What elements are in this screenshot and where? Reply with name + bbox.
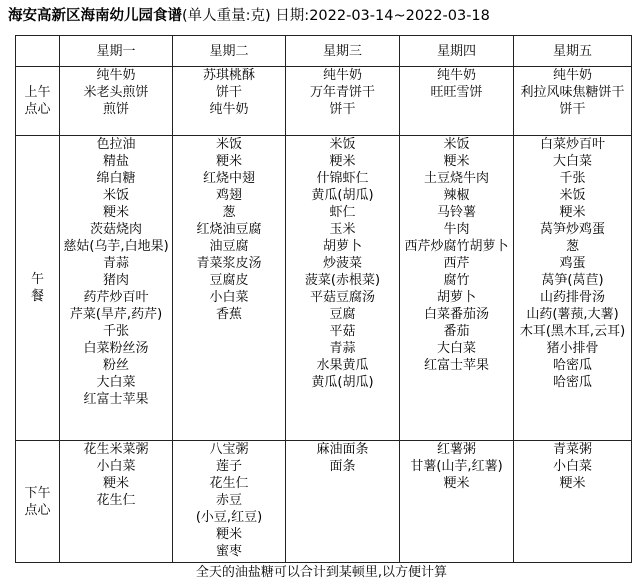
menu-item: 大白菜 [436,341,476,356]
row-label-line: 点心 [24,502,51,518]
menu-item: 粳米 [443,476,470,491]
header-row [16,36,632,67]
row-label-line: 午 [30,272,44,287]
menu-item: 八宝粥 [209,442,249,457]
day-header: 星期三 [286,36,400,67]
menu-item: 千张 [102,324,129,339]
menu-item: 小白菜 [552,459,592,474]
menu-cell [514,441,632,563]
menu-item: 小白菜 [96,459,136,474]
menu-item: 木耳(黑木耳,云耳) [519,324,626,339]
menu-item: 纯牛奶 [96,68,136,83]
day-header: 星期四 [400,36,514,67]
menu-item: 米饭 [559,188,586,203]
row-label-line: 点心 [24,102,51,117]
menu-item: 粳米 [559,205,586,220]
menu-item: 芹菜(旱芹,药芹) [69,307,163,322]
menu-item: 红富士苹果 [83,392,149,407]
menu-item: 西芹炒腐竹胡萝卜 [404,239,509,254]
menu-item: 粳米 [329,154,356,169]
menu-item: 煎饼 [102,102,129,117]
menu-cell [60,67,173,136]
menu-item: 粳米 [102,476,129,491]
menu-item: 豆腐皮 [209,273,249,288]
menu-item: 青蒜 [102,256,129,271]
menu-cell [173,136,286,441]
menu-item: 水果黄瓜 [316,358,369,373]
menu-item: 玉米 [329,222,356,237]
menu-item: 红烧油豆腐 [196,222,262,237]
row-label [16,67,60,136]
menu-item: 胡萝卜 [436,290,476,305]
menu-item: 红富士苹果 [423,358,489,373]
menu-cell [286,136,400,441]
menu-item: 莴笋炒鸡蛋 [539,222,605,237]
menu-item: 面条 [329,459,356,474]
menu-item: 饼干 [215,85,242,100]
menu-item: 千张 [559,171,586,186]
menu-item: 绵白糖 [96,171,136,186]
menu-item: 精盐 [102,154,129,169]
menu-cell [286,441,400,563]
menu-item: 药芹炒百叶 [83,290,149,305]
menu-item: 色拉油 [96,137,136,152]
menu-item: 油豆腐 [209,239,249,254]
menu-item: 白菜番茄汤 [423,307,489,322]
menu-item: 虾仁 [329,205,356,220]
row-label-line: 上午 [24,85,51,100]
menu-item: 米饭 [443,137,470,152]
menu-item: 黄瓜(胡瓜) [311,188,374,203]
menu-item: 哈密瓜 [552,375,592,390]
menu-item: 米饭 [329,137,356,152]
day-header: 星期五 [514,36,632,67]
menu-cell [173,441,286,563]
menu-item: 猪小排骨 [546,341,599,356]
menu-item: 土豆烧牛肉 [423,171,489,186]
row-label-line: 下午 [24,485,51,501]
menu-cell [400,441,514,563]
menu-item: 粳米 [443,154,470,169]
menu-item: 葱 [565,239,579,254]
menu-item: 红薯粥 [436,442,476,457]
menu-item: 牛肉 [443,222,470,237]
menu-item: 饼干 [329,102,356,117]
menu-item: 平菇 [329,324,356,339]
row-lunch [16,136,632,441]
menu-item: 胡萝卜 [322,239,362,254]
menu-item: 米饭 [102,188,129,203]
menu-item: 苏琪桃酥 [202,68,255,83]
menu-item: 白菜粉丝汤 [83,341,149,356]
menu-cell [514,136,632,441]
menu-item: 粉丝 [102,358,129,373]
menu-item: 黄瓜(胡瓜) [311,375,374,390]
menu-item: 山药排骨汤 [539,290,605,305]
menu-item: 甘薯(山芋,红薯) [410,459,503,474]
menu-item: 葱 [222,205,236,220]
menu-item: 利拉风味焦糖饼干 [520,85,625,100]
menu-item: 粳米 [215,154,242,169]
menu-cell [400,67,514,136]
menu-item: 香蕉 [215,307,242,322]
menu-item: 大白菜 [552,154,592,169]
menu-item: 白菜炒百叶 [539,137,605,152]
page-title [8,4,490,25]
menu-item: 猪肉 [102,273,129,288]
menu-item: 青菜粥 [552,442,592,457]
menu-item: 花生米菜粥 [83,442,149,457]
row-label-line: 餐 [30,289,44,304]
menu-item: 茨菇烧肉 [89,222,142,237]
row-afternoon-snack [16,441,632,563]
menu-item: 慈姑(乌芋,白地果) [63,239,169,254]
row-morning-snack [16,67,632,136]
menu-item: 纯牛奶 [209,102,249,117]
menu-cell [173,67,286,136]
menu-cell [400,136,514,441]
menu-table [15,35,632,563]
menu-cell [286,67,400,136]
menu-item: 马铃薯 [436,205,476,220]
menu-item: 青菜浆皮汤 [196,256,262,271]
menu-item: 鸡翅 [215,188,242,203]
menu-item: 万年青饼干 [309,85,375,100]
menu-item: 辣椒 [443,188,470,203]
menu-item: 米老头煎饼 [83,85,149,100]
menu-cell [60,441,173,563]
menu-item: 旺旺雪饼 [430,85,483,100]
menu-cell [60,136,173,441]
title-date-range: (单人重量:克) 日期:2022-03-14~2022-03-18 [182,8,490,24]
menu-item: 粳米 [559,476,586,491]
menu-item: 炒菠菜 [322,256,362,271]
menu-item: 麻油面条 [316,442,369,457]
menu-item: 花生仁 [96,493,136,508]
menu-item: 哈密瓜 [552,358,592,373]
footer-note: 全天的油盐糖可以合计到某顿里,以方便计算 [195,565,448,580]
menu-item: 西芹 [443,256,470,271]
menu-item: 粳米 [215,527,242,542]
menu-item: 粳米 [102,205,129,220]
menu-item: 米饭 [215,137,242,152]
menu-item: 山药(薯蓣,大薯) [526,307,619,322]
menu-item: 大白菜 [96,375,136,390]
menu-item: 纯牛奶 [322,68,362,83]
menu-item: 纯牛奶 [436,68,476,83]
menu-item: 饼干 [559,102,586,117]
menu-item: 青蒜 [329,341,356,356]
menu-item: 花生仁 [209,476,249,491]
menu-item: 小白菜 [209,290,249,305]
menu-item: 菠菜(赤根菜) [304,273,381,288]
menu-item: 鸡蛋 [559,256,586,271]
menu-item: 莲子 [215,459,242,474]
menu-item: (小豆,红豆) [195,510,263,525]
menu-item: 番茄 [443,324,470,339]
row-label [16,136,60,441]
title-school: 海安高新区海南幼儿园食谱 [8,8,182,24]
day-header: 星期一 [60,36,173,67]
menu-item: 赤豆 [215,493,242,508]
menu-cell [514,67,632,136]
menu-item: 豆腐 [329,307,356,322]
menu-item: 红烧中翅 [202,171,255,186]
day-header: 星期二 [173,36,286,67]
menu-item: 莴笋(莴苣) [541,273,604,288]
menu-item: 蜜枣 [215,544,242,559]
corner-cell [16,36,60,67]
menu-item: 平菇豆腐汤 [309,290,375,305]
menu-item: 纯牛奶 [552,68,592,83]
menu-item: 腐竹 [443,273,470,288]
row-label [16,441,60,563]
menu-item: 什锦虾仁 [316,171,369,186]
